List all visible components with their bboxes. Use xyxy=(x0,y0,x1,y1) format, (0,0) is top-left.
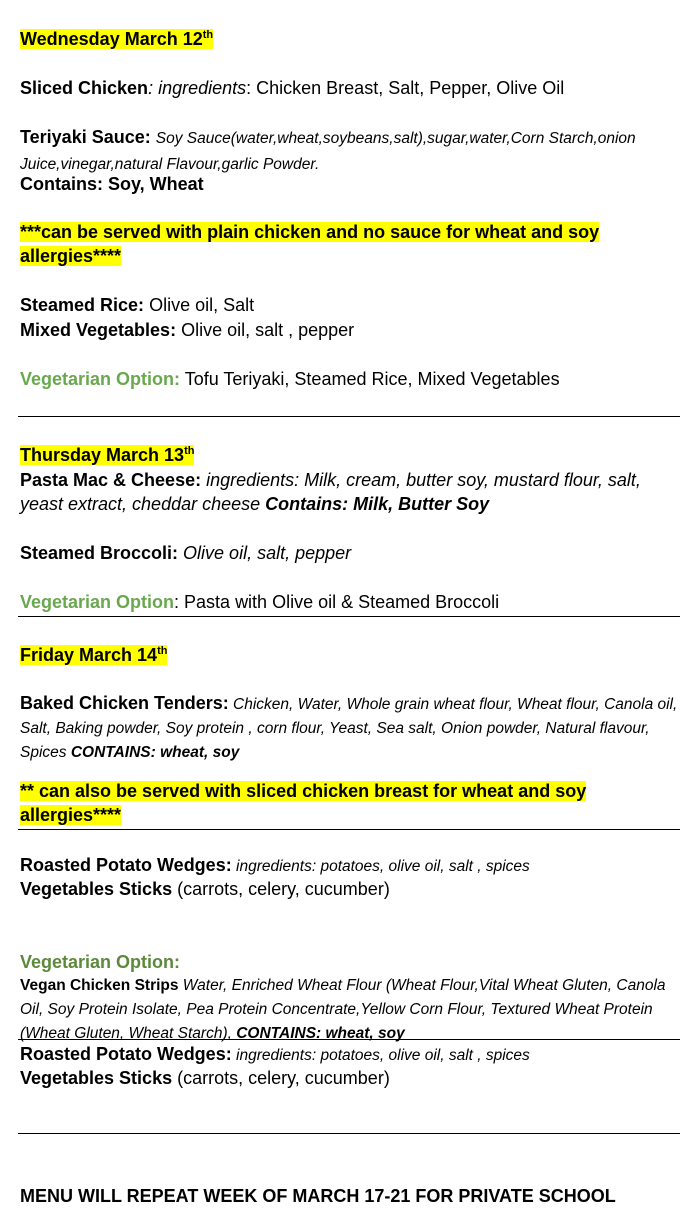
wednesday-allergy-note: ***can be served with plain chicken and no sauce for wheat and soy allergies**** xyxy=(20,222,600,266)
friday-heading: Friday March 14th xyxy=(20,645,168,665)
thursday-heading: Thursday March 13th xyxy=(20,445,195,465)
friday-vegetarian-option-label: Vegetarian Option: xyxy=(20,952,181,972)
wednesday-vegetarian-option: Vegetarian Option: Tofu Teriyaki, Steamed Rice, Mixed Vegetables xyxy=(20,369,560,389)
roasted-potato-wedges-line-2: Roasted Potato Wedges: ingredients: potatoes, olive oil, salt , spices xyxy=(20,1044,530,1064)
menu-repeat-footer: MENU WILL REPEAT WEEK OF MARCH 17-21 FOR PRIVATE SCHOOL xyxy=(20,1186,616,1206)
teriyaki-sauce-line: Teriyaki Sauce: Soy Sauce(water,wheat,soybeans,salt),sugar,water,Corn Starch,onion Juice,vinegar,natural Flavour,garlic Powder. xyxy=(20,127,636,173)
wednesday-heading: Wednesday March 12th xyxy=(20,29,214,49)
vegan-chicken-strips-line: Vegan Chicken Strips Water, Enriched Wheat Flour (Wheat Flour,Vital Wheat Gluten, Canola Oil, Soy Protein Isolate, Pea Protein Concentrate,Yellow Corn Flour, Textured Wheat Protein (Wheat Gluten, Wheat Starch), CONTAINS: wheat, soy xyxy=(20,977,666,1042)
vegetables-sticks-line: Vegetables Sticks (carrots, celery, cucumber) xyxy=(20,879,390,899)
divider xyxy=(18,1039,680,1040)
divider xyxy=(18,1133,680,1134)
steamed-broccoli-line: Steamed Broccoli: Olive oil, salt, pepper xyxy=(20,543,352,563)
mixed-vegetables-line: Mixed Vegetables: Olive oil, salt , pepper xyxy=(20,320,355,340)
divider xyxy=(18,616,680,617)
divider xyxy=(18,829,680,830)
thursday-vegetarian-option: Vegetarian Option: Pasta with Olive oil & Steamed Broccoli xyxy=(20,592,500,612)
steamed-rice-line: Steamed Rice: Olive oil, Salt xyxy=(20,295,255,315)
divider xyxy=(18,416,680,417)
pasta-mac-cheese-line: Pasta Mac & Cheese: ingredients: Milk, cream, butter soy, mustard flour, salt, yeast extract, cheddar cheese Contains: Milk, Butter Soy xyxy=(20,470,641,514)
teriyaki-contains: Contains: Soy, Wheat xyxy=(20,174,204,194)
friday-allergy-note: ** can also be served with sliced chicken breast for wheat and soy allergies**** xyxy=(20,781,587,825)
vegetables-sticks-line-2: Vegetables Sticks (carrots, celery, cucumber) xyxy=(20,1068,390,1088)
sliced-chicken-line: Sliced Chicken: ingredients: Chicken Breast, Salt, Pepper, Olive Oil xyxy=(20,78,565,98)
baked-chicken-tenders-line: Baked Chicken Tenders: Chicken, Water, Whole grain wheat flour, Wheat flour, Canola oil, Salt, Baking powder, Soy protein , corn flour, Yeast, Sea salt, Onion powder, Natural flavour, Spices CONTAINS: wheat, soy xyxy=(20,693,678,761)
roasted-potato-wedges-line: Roasted Potato Wedges: ingredients: potatoes, olive oil, salt , spices xyxy=(20,855,530,875)
